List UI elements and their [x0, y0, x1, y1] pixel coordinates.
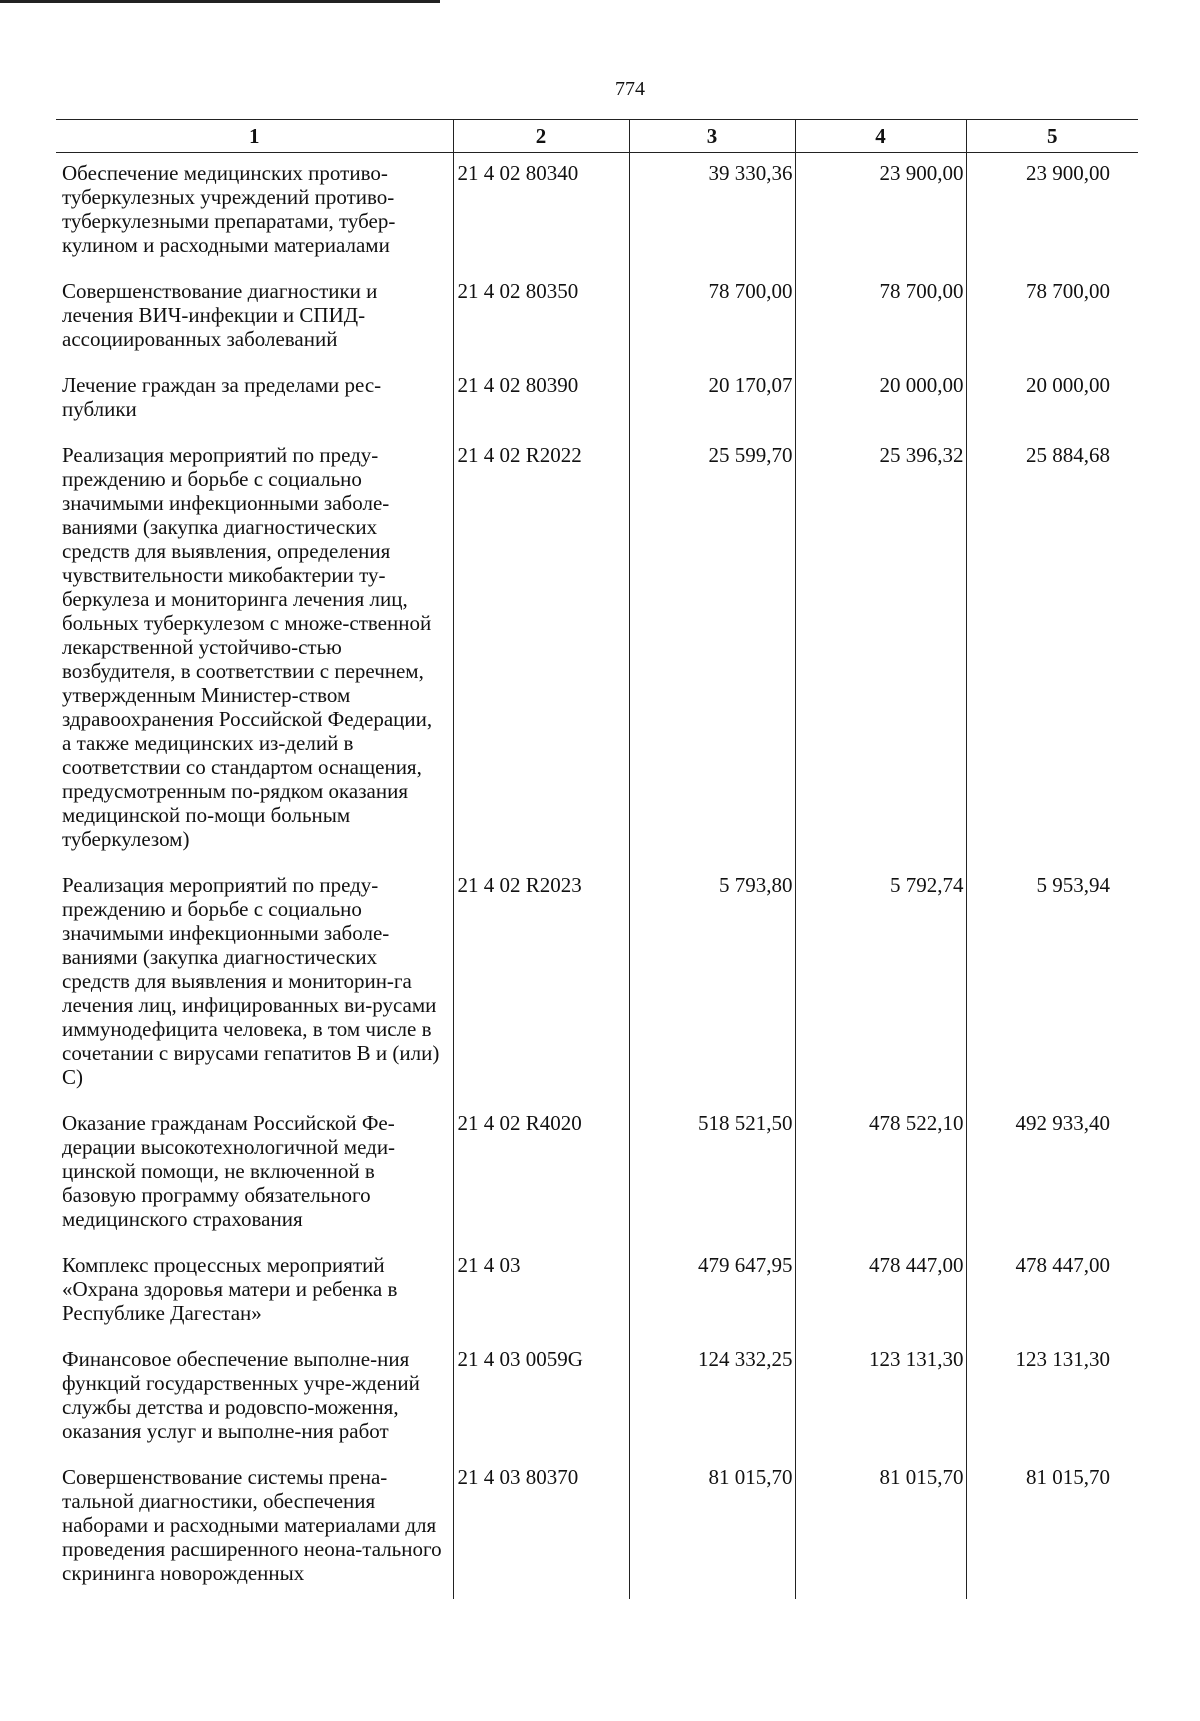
row-code: 21 4 02 R4020 — [453, 1103, 629, 1245]
row-code: 21 4 02 80390 — [453, 365, 629, 435]
row-value-col4: 478 447,00 — [795, 1245, 966, 1339]
row-value-col3: 81 015,70 — [629, 1457, 795, 1599]
row-value-col5: 81 015,70 — [966, 1457, 1138, 1599]
row-value-col5: 123 131,30 — [966, 1339, 1138, 1457]
row-value-col3: 5 793,80 — [629, 865, 795, 1103]
row-name: Оказание гражданам Российской Фе-дерации высокотехнологичной меди-цинской помощи, не включенной в базовую программу обязательного медицинского страхования — [62, 1111, 396, 1231]
row-name: Совершенствование диагностики и лечения ВИЧ-инфекции и СПИД-ассоциированных заболеваний — [62, 279, 378, 351]
row-code: 21 4 03 — [453, 1245, 629, 1339]
header-col-5: 5 — [966, 120, 1138, 153]
page-number: 774 — [615, 78, 645, 100]
row-name: Комплекс процессных мероприятий «Охрана здоровья матери и ребенка в Республике Дагестан» — [62, 1253, 398, 1325]
row-name: Реализация мероприятий по преду-преждению и борьбе с социально значимыми инфекционными заболе-ваниями (закупка диагностических средств для выявления и мониторин-га лечения лиц, инфицированных ви-русами иммунодефицита человека, в том числе в сочетании с вирусами гепатитов В и (или) С) — [62, 873, 440, 1089]
row-code: 21 4 03 80370 — [453, 1457, 629, 1599]
row-value-col3: 39 330,36 — [629, 153, 795, 272]
header-col-1: 1 — [56, 120, 453, 153]
row-name: Обеспечение медицинских противо-туберкулезных учреждений противо-туберкулезными препаратами, тубер-кулином и расходными материалами — [62, 161, 396, 257]
row-value-col4: 123 131,30 — [795, 1339, 966, 1457]
row-value-col5: 23 900,00 — [966, 153, 1138, 272]
header-col-2: 2 — [453, 120, 629, 153]
row-value-col5: 492 933,40 — [966, 1103, 1138, 1245]
row-value-col4: 478 522,10 — [795, 1103, 966, 1245]
row-name: Финансовое обеспечение выполне-ния функций государственных учре-ждений службы детства и родовспо-моження, оказания услуг и выполне-ния работ — [62, 1347, 420, 1443]
row-code: 21 4 02 R2023 — [453, 865, 629, 1103]
table-row — [56, 271, 1138, 365]
table-row — [56, 1103, 1138, 1245]
row-code: 21 4 03 0059G — [453, 1339, 629, 1457]
row-value-col3: 25 599,70 — [629, 435, 795, 865]
row-code: 21 4 02 R2022 — [453, 435, 629, 865]
header-row — [56, 120, 1138, 153]
row-value-col5: 78 700,00 — [966, 271, 1138, 365]
row-value-col5: 20 000,00 — [966, 365, 1138, 435]
budget-table — [56, 119, 1138, 1599]
row-value-col4: 5 792,74 — [795, 865, 966, 1103]
row-value-col3: 124 332,25 — [629, 1339, 795, 1457]
table-row — [56, 1339, 1138, 1457]
row-value-col5: 478 447,00 — [966, 1245, 1138, 1339]
top-edge-rule — [0, 0, 440, 3]
table-row — [56, 365, 1138, 435]
table-row — [56, 435, 1138, 865]
row-value-col4: 78 700,00 — [795, 271, 966, 365]
row-value-col5: 25 884,68 — [966, 435, 1138, 865]
row-value-col3: 518 521,50 — [629, 1103, 795, 1245]
row-value-col4: 81 015,70 — [795, 1457, 966, 1599]
row-value-col4: 25 396,32 — [795, 435, 966, 865]
row-value-col3: 20 170,07 — [629, 365, 795, 435]
header-col-3: 3 — [629, 120, 795, 153]
table-row — [56, 1457, 1138, 1599]
row-value-col4: 20 000,00 — [795, 365, 966, 435]
row-value-col4: 23 900,00 — [795, 153, 966, 272]
row-value-col3: 479 647,95 — [629, 1245, 795, 1339]
row-name: Лечение граждан за пределами рес-публики — [62, 373, 382, 421]
row-code: 21 4 02 80350 — [453, 271, 629, 365]
table-row — [56, 1245, 1138, 1339]
row-code: 21 4 02 80340 — [453, 153, 629, 272]
header-col-4: 4 — [795, 120, 966, 153]
row-name: Реализация мероприятий по преду-преждению и борьбе с социально значимыми инфекционными заболе-ваниями (закупка диагностических средств для выявления, определения чувствительности микобактерии ту-беркулеза и мониторинга лечения лиц, больных туберкулезом с множе-ственной лекарственной устойчиво-стью возбудителя, в соответствии с перечнем, утвержденным Министер-ством здравоохранения Российской Федерации, а также медицинских из-делий в соответствии со стандартом оснащения, предусмотренным по-рядком оказания медицинской по-мощи больным туберкулезом) — [62, 443, 433, 851]
table-row — [56, 153, 1138, 272]
row-name: Совершенствование системы прена-тальной диагностики, обеспечения наборами и расходными материалами для проведения расширенного неона-тального скрининга новорожденных — [62, 1465, 442, 1585]
table-row — [56, 865, 1138, 1103]
row-value-col3: 78 700,00 — [629, 271, 795, 365]
row-value-col5: 5 953,94 — [966, 865, 1138, 1103]
